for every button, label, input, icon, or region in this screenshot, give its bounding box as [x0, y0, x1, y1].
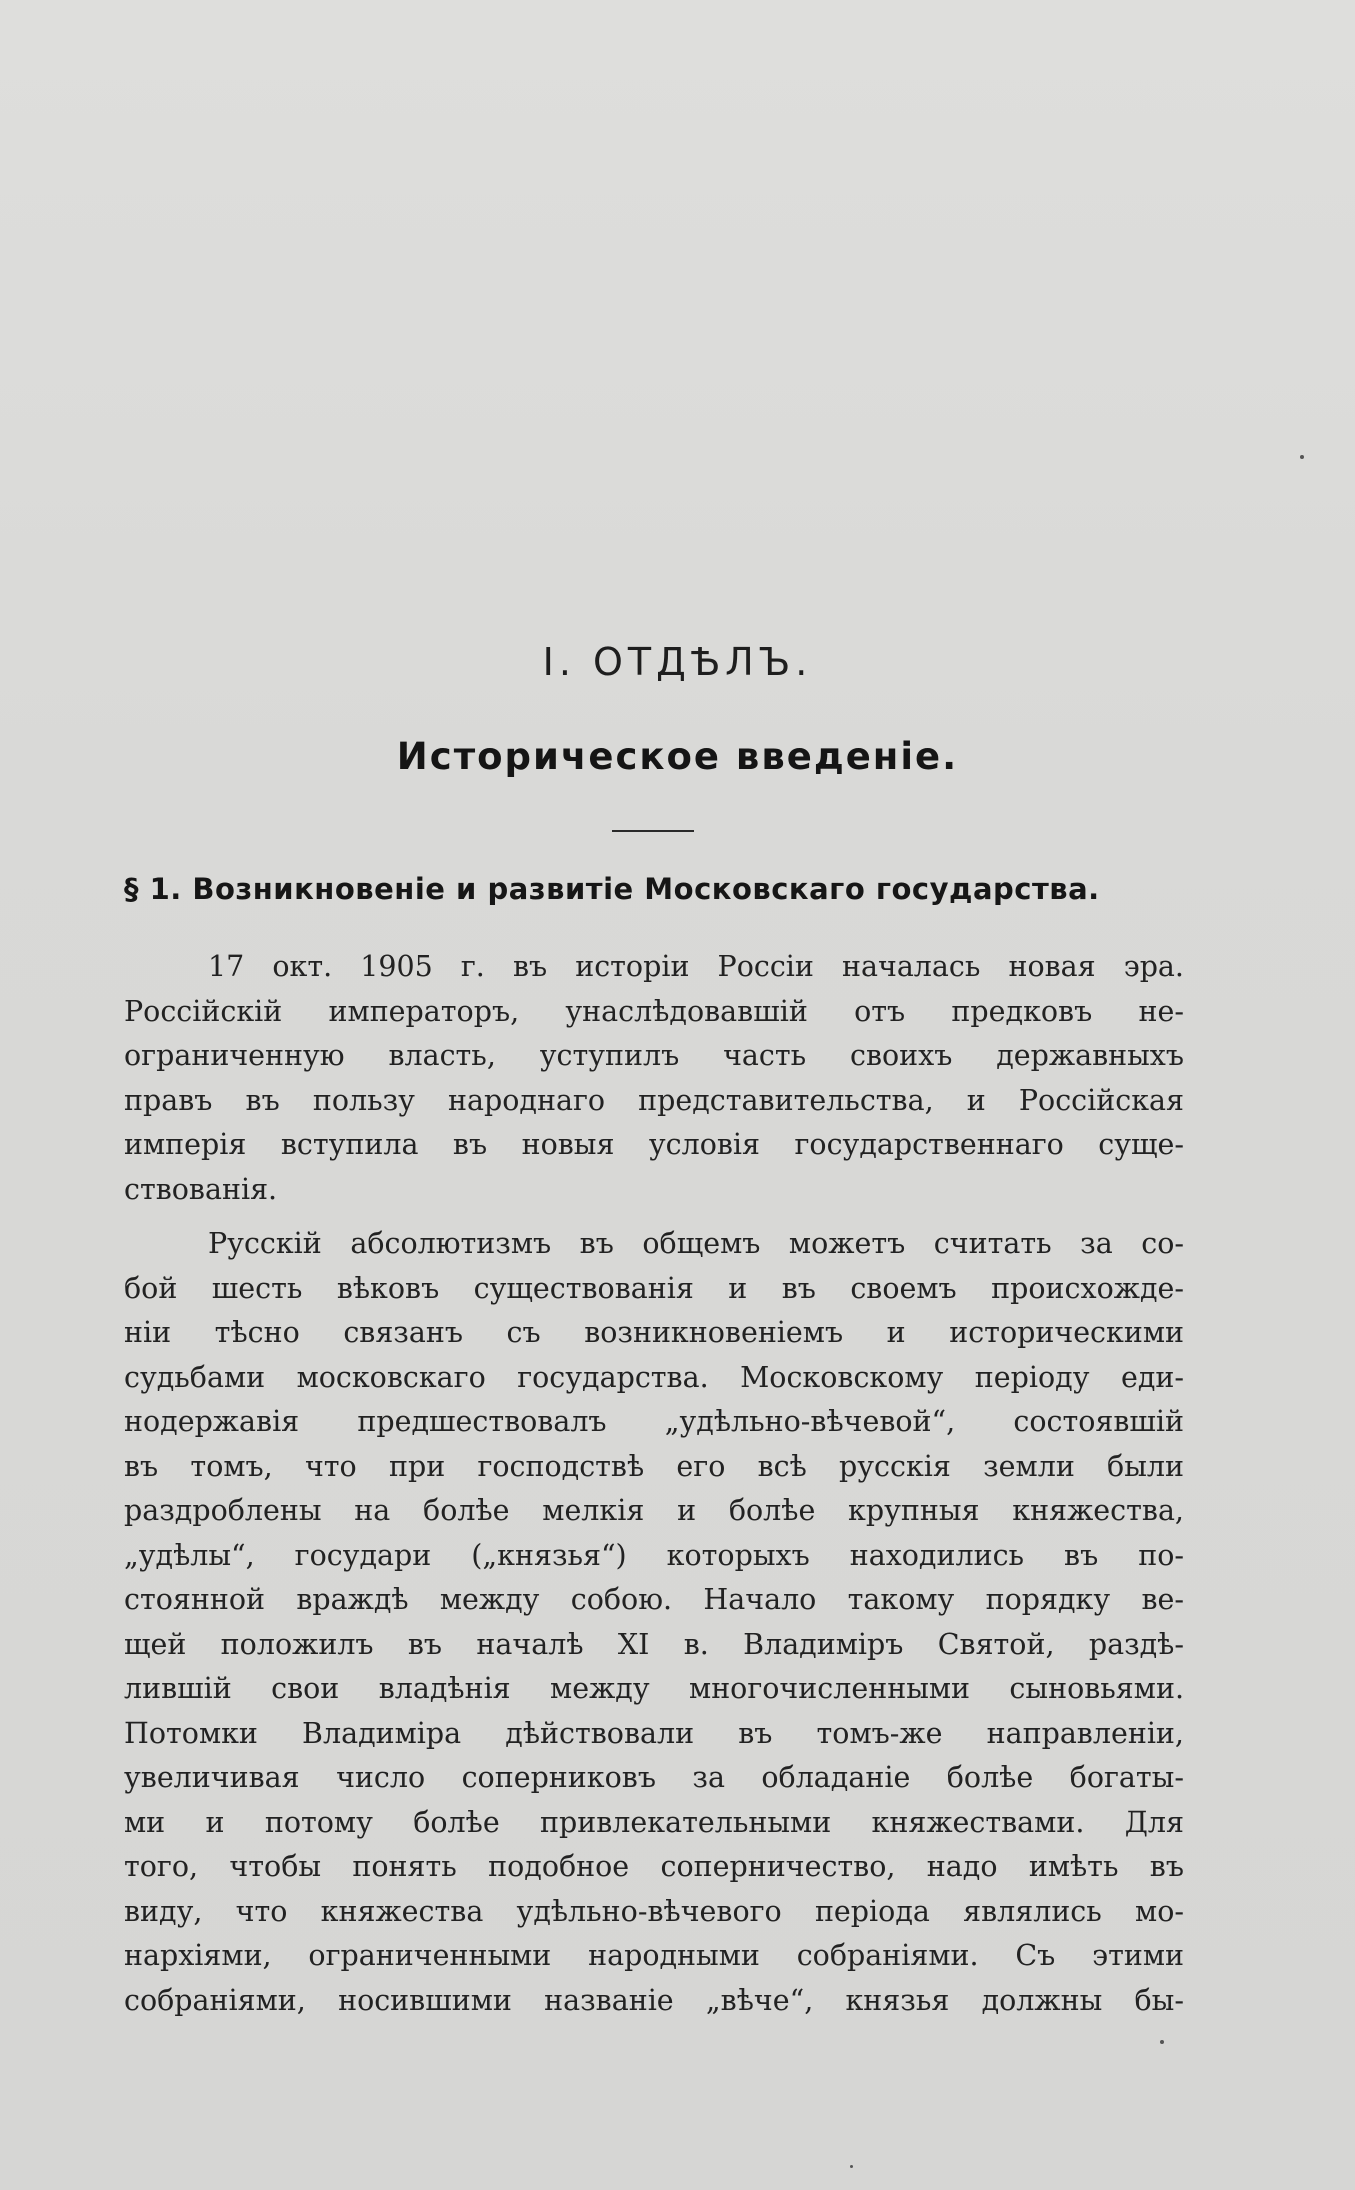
text-line: Россійскій императоръ, унаслѣдовавшій отъ предковъ не-	[124, 994, 1184, 1028]
paper-speck	[850, 2165, 853, 2168]
paper-speck	[1300, 455, 1304, 459]
text-line: лившій свои владѣнія между многочисленными сыновьями.	[124, 1672, 1184, 1705]
text-line: увеличивая число соперниковъ за обладаніе болѣе богаты-	[124, 1761, 1184, 1794]
text-line: „удѣлы“, государи („князья“) которыхъ находились въ по-	[124, 1538, 1184, 1572]
text-line: ніи тѣсно связанъ съ возникновеніемъ и историческими	[124, 1316, 1184, 1349]
text-line: стоянной враждѣ между собою. Начало такому порядку ве-	[124, 1583, 1184, 1616]
text-line: виду, что княжества удѣльно-вѣчевого періода являлись мо-	[124, 1894, 1184, 1928]
text-line: Потомки Владиміра дѣйствовали въ томъ-же направленіи,	[124, 1716, 1184, 1750]
subheading: Историческое введеніе.	[396, 735, 959, 778]
body-text	[124, 945, 1184, 2023]
text-line: въ томъ, что при господствѣ его всѣ русскія земли были	[124, 1449, 1184, 1483]
text-line: 17 окт. 1905 г. въ исторіи Россіи началась новая эра.	[208, 950, 1184, 983]
divider-rule	[612, 830, 694, 832]
text-line: правъ въ пользу народнаго представительства, и Россійская	[124, 1083, 1184, 1117]
text-line: щей положилъ въ началѣ XI в. Владиміръ Святой, раздѣ-	[124, 1627, 1184, 1661]
text-line: ми и потому болѣе привлекательными княжествами. Для	[124, 1805, 1184, 1839]
paragraph-2	[124, 1222, 1184, 2023]
text-line: Русскій абсолютизмъ въ общемъ можетъ считать за со-	[208, 1227, 1184, 1260]
text-line: нодержавія предшествовалъ „удѣльно-вѣчевой“, состоявшій	[124, 1405, 1184, 1438]
text-line: ствованія.	[124, 1172, 278, 1206]
paragraph-gap	[124, 1212, 1184, 1222]
paragraph-1	[124, 945, 1184, 1212]
paper-speck	[1160, 2040, 1164, 2044]
text-line: собраніями, носившими названіе „вѣче“, князья должны бы-	[124, 1983, 1184, 2017]
text-line: бой шесть вѣковъ существованія и въ своемъ происхожде-	[124, 1271, 1184, 1305]
text-line: ограниченную власть, уступилъ часть своихъ державныхъ	[124, 1039, 1184, 1072]
paragraph-heading: § 1. Возникновеніе и развитіе Московскаго государства.	[124, 872, 1100, 906]
text-line: судьбами московскаго государства. Московскому періоду еди-	[124, 1360, 1184, 1394]
section-heading: I. ОТДѢЛЪ.	[542, 640, 813, 684]
text-line: того, чтобы понять подобное соперничество, надо имѣть въ	[124, 1850, 1184, 1883]
text-line: нархіями, ограниченными народными собраніями. Съ этими	[124, 1939, 1184, 1972]
text-line: раздроблены на болѣе мелкія и болѣе крупныя княжества,	[124, 1494, 1184, 1527]
text-line: имперія вступила въ новыя условія государственнаго суще-	[124, 1128, 1184, 1161]
